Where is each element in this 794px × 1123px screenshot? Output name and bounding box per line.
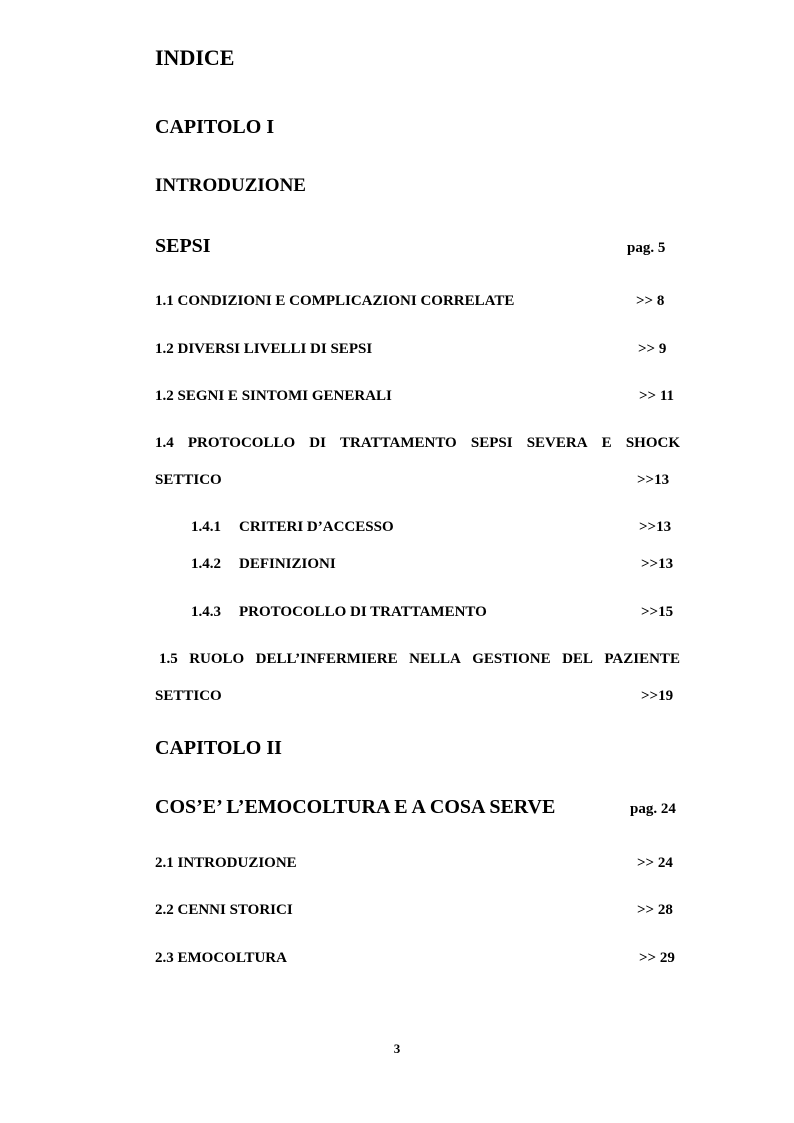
toc-word: SEVERA [526, 435, 588, 451]
toc-subentry-number: 1.4.3 [191, 604, 221, 620]
toc-entry-label: 2.2 CENNI STORICI [155, 902, 293, 918]
toc-word: TRATTAMENTO [340, 435, 457, 451]
toc-word: DELL’INFERMIERE [255, 651, 398, 667]
toc-entry-page: >> 11 [639, 388, 675, 404]
section-title-sepsi: SEPSI [155, 235, 211, 257]
chapter-2-label: CAPITOLO II [155, 737, 282, 759]
toc-word: 1.4 [155, 435, 174, 451]
toc-word: 1.5 [159, 651, 178, 667]
toc-entry-page: >> 29 [639, 950, 675, 966]
section-page-emocoltura: pag. 24 [630, 801, 676, 817]
toc-subentry-label: CRITERI D’ACCESSO [239, 519, 394, 535]
toc-word: SHOCK [625, 435, 680, 451]
toc-word: NELLA [409, 651, 461, 667]
toc-entry-page: >>13 [637, 472, 670, 488]
toc-subentry-page: >>13 [641, 556, 674, 572]
toc-entry-page: >> 24 [637, 855, 673, 871]
toc-entry-page: >> 9 [638, 341, 667, 357]
toc-entry-page: >>19 [641, 688, 674, 704]
toc-word: DI [309, 435, 326, 451]
toc-entry-continuation: SETTICO [155, 688, 222, 704]
toc-word: RUOLO [189, 651, 245, 667]
toc-subentry-page: >>13 [639, 519, 672, 535]
section-page-sepsi: pag. 5 [627, 240, 666, 256]
toc-word: GESTIONE [472, 651, 551, 667]
toc-subentry-number: 1.4.1 [191, 519, 221, 535]
toc-subentry-page: >>15 [641, 604, 674, 620]
toc-word: PROTOCOLLO [187, 435, 296, 451]
toc-entry-label: 1.1 CONDIZIONI E COMPLICAZIONI CORRELATE [155, 293, 515, 309]
toc-word: SEPSI [470, 435, 513, 451]
toc-entry-1-4-line [155, 435, 680, 452]
toc-word: E [601, 435, 612, 451]
chapter-1-intro: INTRODUZIONE [155, 175, 306, 196]
toc-entry-continuation: SETTICO [155, 472, 222, 488]
toc-entry-1-5-line [159, 651, 680, 668]
chapter-1-label: CAPITOLO I [155, 116, 275, 138]
toc-entry-label: 1.2 SEGNI E SINTOMI GENERALI [155, 388, 392, 404]
toc-word: PAZIENTE [604, 651, 680, 667]
toc-entry-label: 2.3 EMOCOLTURA [155, 950, 287, 966]
page-number: 3 [393, 1041, 401, 1056]
toc-subentry-label: DEFINIZIONI [239, 556, 336, 572]
index-title: INDICE [155, 45, 235, 70]
toc-word: DEL [562, 651, 593, 667]
toc-subentry-number: 1.4.2 [191, 556, 221, 572]
toc-entry-page: >> 8 [636, 293, 665, 309]
toc-entry-label: 1.2 DIVERSI LIVELLI DI SEPSI [155, 341, 373, 357]
toc-entry-label: 2.1 INTRODUZIONE [155, 855, 297, 871]
toc-subentry-label: PROTOCOLLO DI TRATTAMENTO [239, 604, 487, 620]
toc-entry-page: >> 28 [637, 902, 673, 918]
section-title-emocoltura: COS’E’ L’EMOCOLTURA E A COSA SERVE [155, 796, 556, 818]
